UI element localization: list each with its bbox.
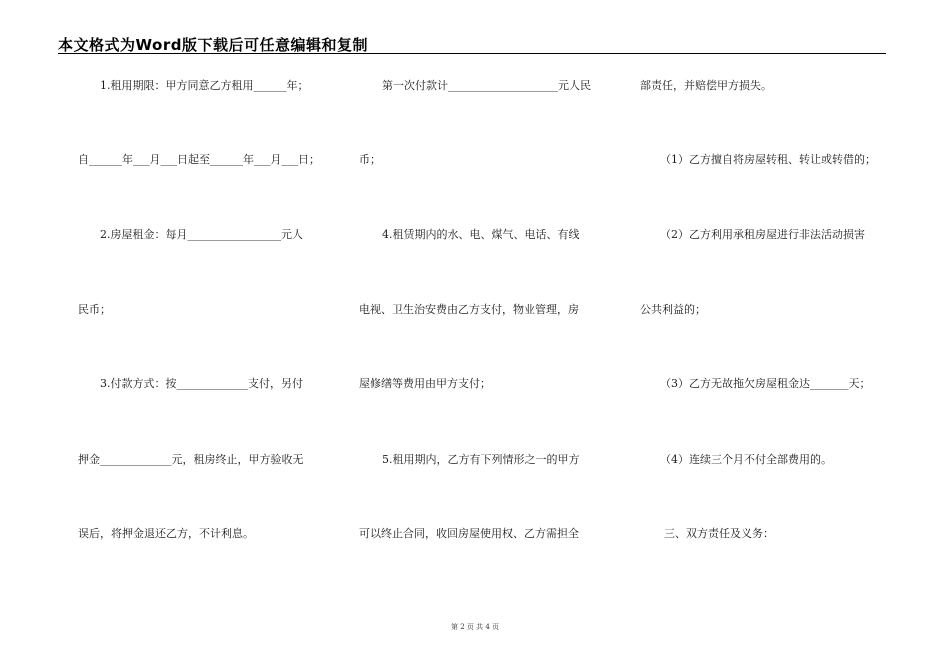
right-line-2: （1）乙方擅自将房屋转租、转让或转借的； bbox=[660, 153, 876, 166]
right-line-6: （4）连续三个月不付全部费用的。 bbox=[660, 453, 832, 466]
left-line-7: 误后，将押金退还乙方，不计利息。 bbox=[78, 527, 254, 540]
left-line-2: 自______年___月___日起至______年___月___日； bbox=[78, 153, 320, 166]
document-header-title: 本文格式为Word版下载后可任意编辑和复制 bbox=[58, 36, 368, 54]
right-line-1: 部责任，并赔偿甲方损失。 bbox=[640, 79, 772, 92]
middle-line-1: 第一次付款计____________________元人民 bbox=[382, 79, 591, 92]
middle-line-6: 5.租用期内，乙方有下列情形之一的甲方 bbox=[382, 453, 580, 466]
middle-line-5: 屋修缮等费用由甲方支付； bbox=[359, 377, 491, 390]
left-line-4: 民币； bbox=[78, 303, 111, 316]
right-line-4: 公共利益的； bbox=[640, 303, 706, 316]
right-line-7: 三、双方责任及义务： bbox=[664, 527, 774, 540]
header-divider bbox=[58, 53, 886, 54]
middle-line-2: 币； bbox=[359, 153, 381, 166]
left-line-1: 1.租用期限：甲方同意乙方租用______年； bbox=[100, 79, 309, 92]
middle-line-3: 4.租赁期内的水、电、煤气、电话、有线 bbox=[382, 228, 580, 241]
left-line-5: 3.付款方式：按_____________支付，另付 bbox=[100, 377, 303, 390]
left-line-6: 押金_____________元，租房终止，甲方验收无 bbox=[78, 453, 304, 466]
left-line-3: 2.房屋租金：每月_________________元人 bbox=[100, 228, 303, 241]
page-number-footer: 第 2 页 共 4 页 bbox=[450, 623, 500, 631]
right-line-5: （3）乙方无故拖欠房屋租金达_______天； bbox=[660, 377, 871, 390]
middle-line-4: 电视、卫生治安费由乙方支付，物业管理，房 bbox=[359, 303, 579, 316]
middle-line-7: 可以终止合同，收回房屋使用权、乙方需担全 bbox=[359, 527, 579, 540]
right-line-3: （2）乙方利用承租房屋进行非法活动损害 bbox=[660, 228, 865, 241]
